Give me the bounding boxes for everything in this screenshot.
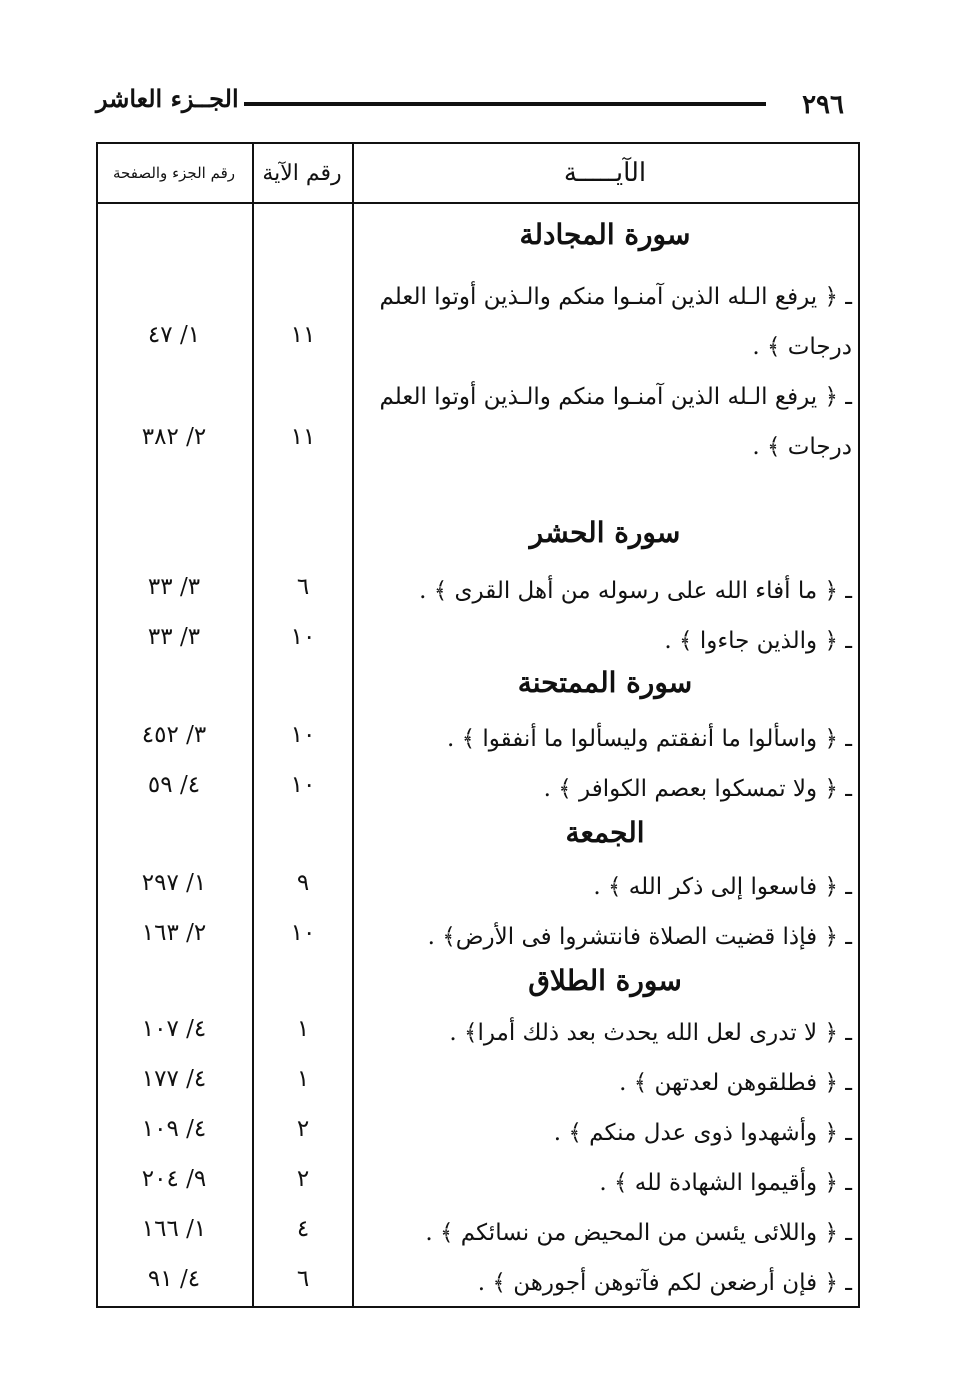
surah-heading-mumtahana: سورة الممتحنة xyxy=(517,666,693,699)
running-head xyxy=(96,82,858,122)
verse-number: ١٠ xyxy=(290,772,316,798)
part-page-ref: ١/ ٤٧ xyxy=(147,322,201,348)
verse-entry: ـ ﴿ لا تدرى لعل الله يحدث بعد ذلك أمرا﴾ . xyxy=(449,1020,852,1046)
verse-number: ٤ xyxy=(296,1216,310,1242)
header-rule xyxy=(244,102,766,106)
verse-number: ١١ xyxy=(290,424,316,450)
part-page-ref: ١/ ٢٩٧ xyxy=(141,870,207,896)
verse-entry: ـ ﴿ وأقيموا الشهادة لله ﴾ . xyxy=(599,1170,852,1196)
part-page-ref: ٣/ ٣٣ xyxy=(147,574,201,600)
verse-entry: ـ ﴿ والذين جاءوا ﴾ . xyxy=(664,628,852,654)
part-page-ref: ٢/ ٣٨٢ xyxy=(141,424,207,450)
verse-entry: ـ ﴿ فإن أرضعن لكم فآتوهن أجورهن ﴾ . xyxy=(477,1270,852,1296)
verse-entry: ـ ﴿ يرفع الـله الذين آمنـوا منكم والـذين أوتوا العلم درجات ﴾ . xyxy=(379,284,852,360)
verse-number: ٢ xyxy=(296,1166,310,1192)
part-page-ref: ٤/ ١٧٧ xyxy=(141,1066,207,1092)
verse-entry: ـ ﴿ ما أفاء الله على رسوله من أهل القرى ﴾ . xyxy=(419,578,852,604)
verse-entry: ـ ﴿ واللائى يئسن من المحيض من نسائكم ﴾ . xyxy=(425,1220,852,1246)
verse-number: ٦ xyxy=(296,574,310,600)
table-header xyxy=(98,144,858,204)
verse-entry: ـ ﴿ واسألوا ما أنفقتم وليسألوا ما أنفقوا ﴾ . xyxy=(446,726,852,752)
part-page-ref: ٣/ ٤٥٢ xyxy=(141,722,207,748)
part-page-ref: ٩/ ٢٠٤ xyxy=(141,1166,207,1192)
page-number: ٢٩٦ xyxy=(802,90,844,120)
part-page-ref: ٤/ ١٠٧ xyxy=(141,1016,207,1042)
part-page-ref: ٤/ ١٠٩ xyxy=(141,1116,207,1142)
column-header-verse-number: رقم الآية xyxy=(262,160,342,186)
verse-number: ٦ xyxy=(296,1266,310,1292)
verse-entry: ـ ﴿ فإذا قضيت الصلاة فانتشروا فى الأرض﴾ . xyxy=(427,924,852,950)
column-header-verse: الآيـــــة xyxy=(563,158,647,188)
verse-entry: ـ ﴿ فاسعوا إلى ذكر الله ﴾ . xyxy=(593,874,852,900)
surah-heading-talaq: سورة الطلاق xyxy=(528,964,682,997)
part-page-ref: ٤/ ٥٩ xyxy=(147,772,201,798)
table-body xyxy=(98,204,858,1306)
verse-number: ١٠ xyxy=(290,624,316,650)
verse-number: ١٠ xyxy=(290,920,316,946)
surah-heading-jumua: الجمعة xyxy=(565,816,645,849)
verse-entry: ـ ﴿ وأشهدوا ذوى عدل منكم ﴾ . xyxy=(553,1120,852,1146)
verse-number: ١ xyxy=(296,1016,310,1042)
surah-heading-hashr: سورة الحشر xyxy=(529,516,681,549)
verse-number: ١ xyxy=(296,1066,310,1092)
part-page-ref: ٣/ ٣٣ xyxy=(147,624,201,650)
verse-entry: ـ ﴿ ولا تمسكوا بعصم الكوافر ﴾ . xyxy=(543,776,852,802)
part-title: الجــزء العاشر xyxy=(96,84,239,113)
verse-number: ٢ xyxy=(296,1116,310,1142)
verse-index-table xyxy=(96,142,860,1308)
part-page-ref: ١/ ١٦٦ xyxy=(141,1216,207,1242)
verse-number: ١٠ xyxy=(290,722,316,748)
verse-number: ١١ xyxy=(290,322,316,348)
surah-heading-mujadala: سورة المجادلة xyxy=(519,218,691,251)
verse-entry: ـ ﴿ فطلقوهن لعدتهن ﴾ . xyxy=(619,1070,852,1096)
part-page-ref: ٢/ ١٦٣ xyxy=(141,920,207,946)
verse-entry: ـ ﴿ يرفع الـله الذين آمنـوا منكم والـذين أوتوا العلم درجات ﴾ . xyxy=(379,384,852,460)
column-header-part-page: رقم الجزء والصفحة xyxy=(113,164,235,182)
part-page-ref: ٤/ ٩١ xyxy=(147,1266,201,1292)
verse-number: ٩ xyxy=(296,870,310,896)
